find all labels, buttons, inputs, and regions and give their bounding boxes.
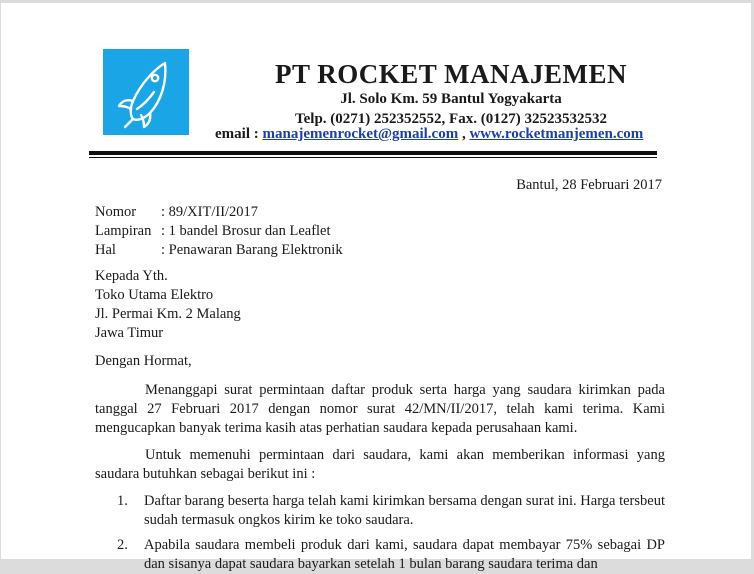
header-rule-thin (89, 157, 657, 158)
list-number: 2. (117, 537, 128, 553)
meta-value: : 89/XIT/II/2017 (161, 204, 259, 220)
list-number: 1. (117, 493, 128, 509)
website-link[interactable]: www.rocketmanjemen.com (469, 126, 644, 142)
letter-meta (95, 203, 343, 260)
paragraph-1 (95, 381, 665, 438)
greeting: Dengan Hormat, (95, 353, 192, 369)
list-text: Apabila saudara membeli produk dari kami, saudara dapat membayar 75% sebagai DP dan sisanya dapat saudara bayarkan setelah 1 bulan barang saudara terima dan (144, 537, 665, 572)
email-link[interactable]: manajemenrocket@gmail.com (262, 126, 459, 142)
paragraph-text: Untuk memenuhi permintaan dari saudara, kami akan memberikan informasi yang saudara butuhkan sebagai berikut ini : (95, 447, 665, 482)
company-address: Jl. Solo Km. 59 Bantul Yogyakarta (340, 91, 562, 107)
info-list (95, 492, 665, 574)
contact-separator: , (461, 126, 466, 142)
meta-label: Hal (95, 242, 116, 258)
meta-row-lampiran (95, 222, 343, 241)
recipient-salutation: Kepada Yth. (95, 268, 168, 284)
recipient-region: Jawa Timur (95, 325, 164, 341)
header-rule (89, 151, 657, 155)
meta-label: Lampiran (95, 223, 152, 239)
company-contact-line (215, 126, 643, 143)
email-label: email : (215, 126, 259, 142)
meta-row-nomor (95, 203, 343, 222)
recipient-address: Jl. Permai Km. 2 Malang (95, 306, 241, 322)
meta-value: : Penawaran Barang Elektronik (161, 242, 343, 258)
list-item (95, 536, 665, 574)
paragraph-2 (95, 446, 665, 484)
recipient-block (95, 267, 241, 343)
paragraph-text: Menanggapi surat permintaan daftar produk serta harga yang saudara kirimkan pada tanggal 27 Februari 2017 dengan nomor surat 42/MN/II/2017, telah kami terima. Kami mengucapkan banyak terima kasih atas perhatian saudara kepada perusahaan kami. (95, 382, 665, 436)
recipient-name: Toko Utama Elektro (95, 287, 214, 303)
meta-value: : 1 bandel Brosur dan Leaflet (161, 223, 331, 239)
meta-row-hal (95, 241, 343, 260)
company-header (201, 59, 701, 129)
meta-label: Nomor (95, 204, 137, 220)
list-text: Daftar barang beserta harga telah kami kirimkan bersama dengan surat ini. Harga tersbeut sudah termasuk ongkos kirim ke toko saudara. (144, 493, 665, 528)
list-item (95, 492, 665, 530)
rocket-fish-icon (103, 49, 189, 135)
letter-page (1, 3, 751, 572)
company-name: PT ROCKET MANAJEMEN (274, 59, 628, 89)
company-phone-fax: Telp. (0271) 252352552, Fax. (0127) 32523532532 (295, 111, 607, 127)
letter-date: Bantul, 28 Februari 2017 (516, 177, 662, 193)
